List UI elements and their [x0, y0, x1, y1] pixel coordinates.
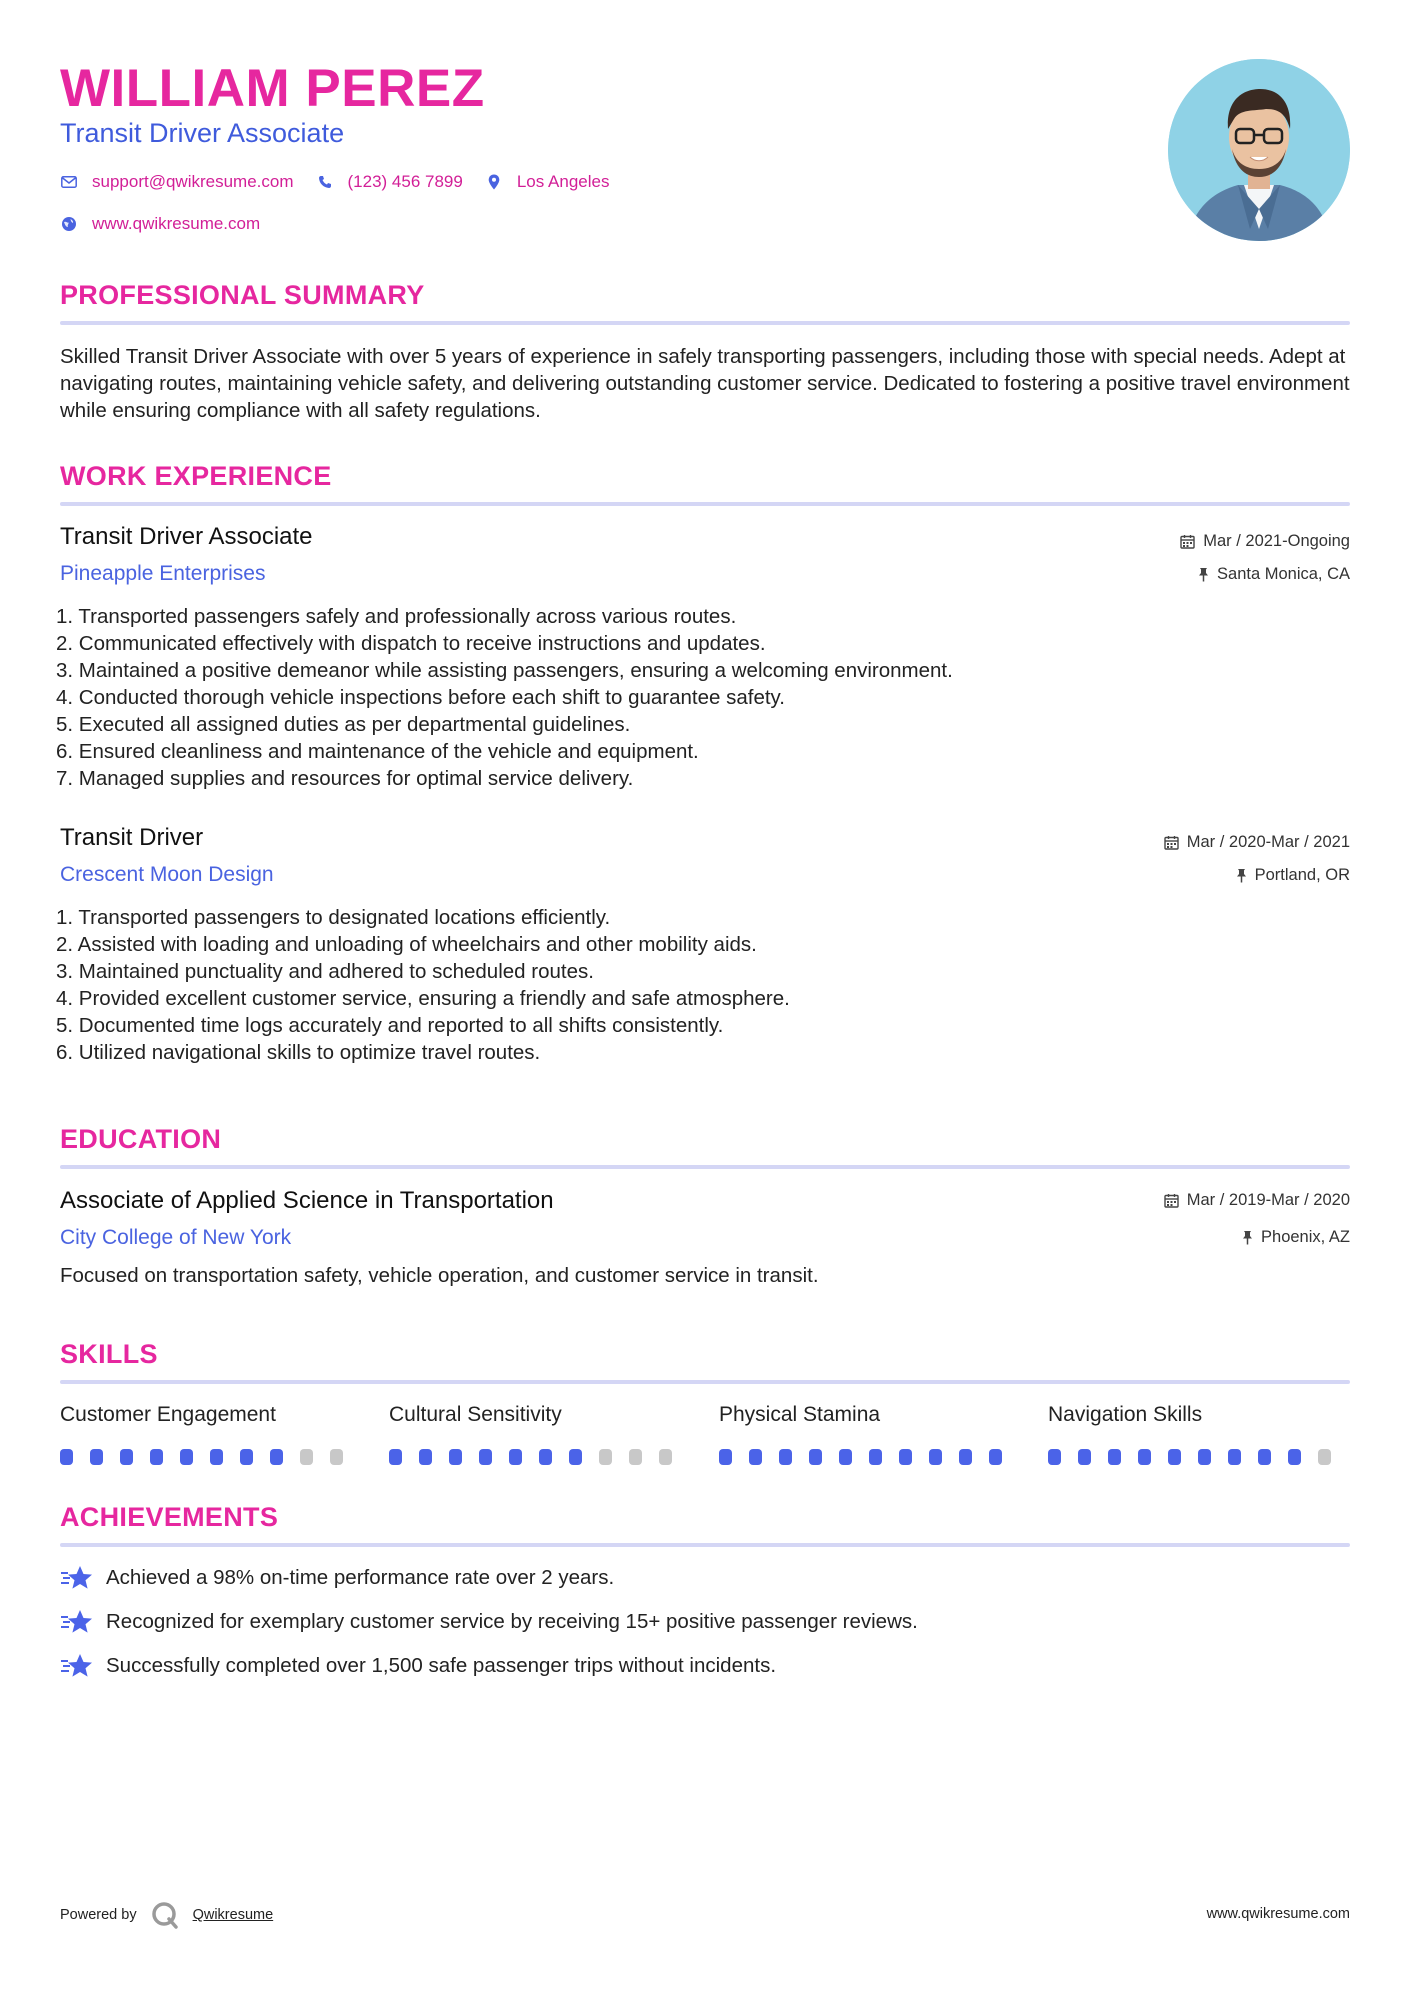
skill-dot-filled	[60, 1449, 73, 1465]
list-item: 6. Utilized navigational skills to optimize travel routes.	[56, 1041, 541, 1064]
calendar-icon	[1164, 835, 1179, 850]
education-location-text: Phoenix, AZ	[1261, 1228, 1350, 1246]
skill-dot-empty	[659, 1449, 672, 1465]
skill-dot-empty	[599, 1449, 612, 1465]
footer-powered-by	[60, 1901, 273, 1929]
pin-icon	[1236, 868, 1247, 883]
summary-text: Skilled Transit Driver Associate with over 5 years of experience in safely transporting passengers, including those with special needs. Adept at navigating routes, maintaining vehicle safety, and delivering outstanding customer service. Dedicated to fostering a positive travel environment while ensuring compliance with all safety regulations.	[60, 345, 1350, 422]
skill-dot-filled	[180, 1449, 193, 1465]
job-dates	[1180, 532, 1350, 551]
achievement-item	[60, 1608, 918, 1636]
education-dates-text: Mar / 2019-Mar / 2020	[1186, 1191, 1350, 1209]
skill-dot-filled	[1228, 1449, 1241, 1465]
job-location-text: Portland, OR	[1254, 866, 1350, 884]
job-bullets	[56, 904, 1346, 1066]
list-item: 1. Transported passengers to designated locations efficiently.	[56, 906, 611, 929]
pin-icon	[1242, 1230, 1253, 1245]
list-item: 3. Maintained punctuality and adhered to scheduled routes.	[56, 960, 594, 983]
list-item: 4. Conducted thorough vehicle inspections before each shift to guarantee safety.	[56, 686, 785, 709]
degree-title: Associate of Applied Science in Transportation	[60, 1187, 554, 1214]
list-item: 3. Maintained a positive demeanor while assisting passengers, ensuring a welcoming environment.	[56, 659, 953, 682]
job-dates-text: Mar / 2021-Ongoing	[1203, 532, 1350, 550]
education-heading: EDUCATION	[60, 1124, 222, 1154]
contact-row	[60, 172, 631, 192]
calendar-icon	[1180, 534, 1195, 549]
skill-dot-filled	[1048, 1449, 1061, 1465]
skill-dot-filled	[779, 1449, 792, 1465]
pin-icon	[1198, 567, 1209, 582]
skill-rating	[389, 1449, 689, 1465]
skill-dot-filled	[210, 1449, 223, 1465]
job-title: Transit Driver Associate	[60, 523, 313, 550]
skill-dot-filled	[1198, 1449, 1211, 1465]
contact-location	[485, 172, 610, 192]
section-divider	[60, 321, 1350, 325]
contact-email[interactable]	[60, 172, 294, 192]
skill-dot-filled	[1258, 1449, 1271, 1465]
phone-icon	[316, 173, 334, 191]
list-item: 5. Executed all assigned duties as per departmental guidelines.	[56, 713, 631, 736]
job-title: Transit Driver	[60, 824, 204, 851]
job-location-text: Santa Monica, CA	[1217, 565, 1350, 583]
list-item: 2. Assisted with loading and unloading of wheelchairs and other mobility aids.	[56, 933, 757, 956]
skill-item	[1048, 1403, 1348, 1465]
contact-row-2	[60, 214, 282, 234]
job-bullets	[56, 603, 1346, 792]
skill-item	[60, 1403, 360, 1465]
skill-dot-empty	[1318, 1449, 1331, 1465]
skill-dot-filled	[989, 1449, 1002, 1465]
skill-dot-filled	[120, 1449, 133, 1465]
mail-icon	[60, 173, 78, 191]
contact-website[interactable]	[60, 214, 260, 234]
globe-icon	[60, 215, 78, 233]
education-dates	[1164, 1191, 1350, 1210]
skill-dot-filled	[869, 1449, 882, 1465]
section-divider	[60, 1543, 1350, 1547]
powered-by-text: Powered by	[60, 1907, 137, 1923]
job-company: Crescent Moon Design	[60, 863, 274, 886]
skill-dot-filled	[749, 1449, 762, 1465]
list-item: 5. Documented time logs accurately and reported to all shifts consistently.	[56, 1014, 724, 1037]
skill-dot-filled	[809, 1449, 822, 1465]
summary-heading: PROFESSIONAL SUMMARY	[60, 280, 425, 310]
education-location	[1242, 1228, 1350, 1247]
skill-dot-filled	[90, 1449, 103, 1465]
candidate-name: WILLIAM PEREZ	[60, 59, 485, 118]
email-text: support@qwikresume.com	[92, 172, 294, 191]
skill-dot-filled	[419, 1449, 432, 1465]
skill-rating	[1048, 1449, 1348, 1465]
experience-heading: WORK EXPERIENCE	[60, 461, 332, 491]
job-location	[1198, 565, 1350, 584]
achievements-heading: ACHIEVEMENTS	[60, 1502, 279, 1532]
skill-label: Physical Stamina	[719, 1403, 881, 1426]
skill-dot-empty	[300, 1449, 313, 1465]
contact-phone[interactable]	[316, 172, 463, 192]
skill-label: Cultural Sensitivity	[389, 1403, 562, 1426]
skill-dot-filled	[389, 1449, 402, 1465]
skill-rating	[719, 1449, 1019, 1465]
school-name: City College of New York	[60, 1226, 292, 1249]
achievement-item	[60, 1564, 614, 1592]
skill-label: Navigation Skills	[1048, 1403, 1203, 1426]
skill-dot-filled	[479, 1449, 492, 1465]
skill-dot-filled	[509, 1449, 522, 1465]
list-item: 2. Communicated effectively with dispatch to receive instructions and updates.	[56, 632, 766, 655]
achievement-text: Achieved a 98% on-time performance rate over 2 years.	[106, 1566, 615, 1589]
skill-dot-filled	[719, 1449, 732, 1465]
website-text: www.qwikresume.com	[92, 214, 261, 233]
calendar-icon	[1164, 1193, 1179, 1208]
skill-dot-filled	[150, 1449, 163, 1465]
skill-dot-filled	[1108, 1449, 1121, 1465]
list-item: 1. Transported passengers safely and professionally across various routes.	[56, 605, 737, 628]
section-divider	[60, 1380, 1350, 1384]
skill-dot-filled	[240, 1449, 253, 1465]
skill-dot-filled	[839, 1449, 852, 1465]
skill-dot-filled	[929, 1449, 942, 1465]
skill-item	[389, 1403, 689, 1465]
skill-dot-filled	[1078, 1449, 1091, 1465]
achievement-text: Successfully completed over 1,500 safe passenger trips without incidents.	[106, 1654, 777, 1677]
skill-dot-filled	[270, 1449, 283, 1465]
profile-photo	[1168, 59, 1350, 241]
job-dates	[1164, 833, 1350, 852]
skills-heading: SKILLS	[60, 1339, 158, 1369]
list-item: 4. Provided excellent customer service, ensuring a friendly and safe atmosphere.	[56, 987, 790, 1010]
star-icon	[60, 1564, 94, 1592]
skill-item	[719, 1403, 1019, 1465]
skill-dot-empty	[629, 1449, 642, 1465]
skill-dot-filled	[539, 1449, 552, 1465]
job-dates-text: Mar / 2020-Mar / 2021	[1186, 833, 1350, 851]
candidate-role: Transit Driver Associate	[60, 118, 345, 148]
skill-dot-empty	[330, 1449, 343, 1465]
star-icon	[60, 1652, 94, 1680]
achievement-text: Recognized for exemplary customer service by receiving 15+ positive passenger reviews.	[106, 1610, 918, 1633]
brand-link[interactable]: Qwikresume	[192, 1907, 274, 1923]
skill-dot-filled	[959, 1449, 972, 1465]
skill-dot-filled	[569, 1449, 582, 1465]
skill-label: Customer Engagement	[60, 1403, 276, 1426]
achievement-item	[60, 1652, 776, 1680]
skill-dot-filled	[1168, 1449, 1181, 1465]
location-text: Los Angeles	[516, 172, 610, 191]
education-description: Focused on transportation safety, vehicle operation, and customer service in transit.	[60, 1264, 819, 1287]
job-location	[1236, 866, 1350, 885]
footer-website[interactable]: www.qwikresume.com	[1206, 1906, 1350, 1922]
skill-dot-filled	[1288, 1449, 1301, 1465]
section-divider	[60, 1165, 1350, 1169]
list-item: 6. Ensured cleanliness and maintenance of the vehicle and equipment.	[56, 740, 699, 763]
skill-dot-filled	[1138, 1449, 1151, 1465]
star-icon	[60, 1608, 94, 1636]
phone-text: (123) 456 7899	[347, 172, 463, 191]
location-icon	[485, 173, 503, 191]
skill-rating	[60, 1449, 360, 1465]
list-item: 7. Managed supplies and resources for optimal service delivery.	[56, 767, 634, 790]
section-divider	[60, 502, 1350, 506]
skill-dot-filled	[449, 1449, 462, 1465]
skill-dot-filled	[899, 1449, 912, 1465]
job-company: Pineapple Enterprises	[60, 562, 266, 585]
qwikresume-logo-icon	[151, 1901, 179, 1929]
